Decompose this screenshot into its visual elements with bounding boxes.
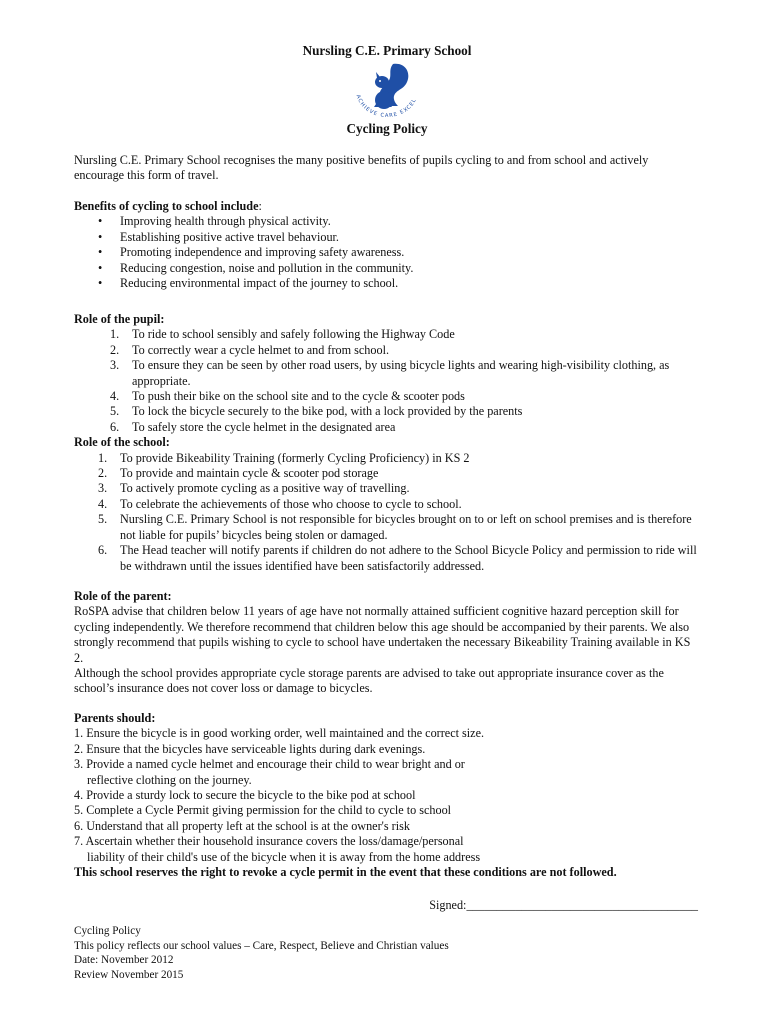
list-item: 1. Ensure the bicycle is in good working order, well maintained and the correct size. xyxy=(74,726,485,741)
school-heading: Role of the school: xyxy=(74,435,170,450)
list-item: 5. Complete a Cycle Permit giving permission for the child to cycle to school xyxy=(74,803,452,818)
bullet-icon: • xyxy=(98,245,103,260)
list-item: 1. To provide Bikeability Training (formerly Cycling Proficiency) in KS 2 xyxy=(98,450,470,465)
list-item: 4. To celebrate the achievements of those who choose to cycle to school. xyxy=(98,496,462,511)
list-item: 5. To lock the bicycle securely to the bike pod, with a lock provided by the parents xyxy=(110,404,523,419)
signature-blank: ______________________________________ xyxy=(466,898,698,912)
signature-label: Signed: xyxy=(429,898,467,912)
list-item: • Establishing positive active travel behaviour. xyxy=(98,229,339,244)
document-footer xyxy=(74,924,700,982)
footer-values: This policy reflects our school values – Care, Respect, Believe and Christian values xyxy=(74,939,449,952)
list-item: 2. To provide and maintain cycle & scooter pod storage xyxy=(98,466,379,481)
list-item: 4. To push their bike on the school site and to the cycle & scooter pods xyxy=(110,389,465,404)
list-item: • Reducing environmental impact of the journey to school. xyxy=(98,276,399,291)
benefits-section xyxy=(74,199,700,291)
parents-should-section xyxy=(74,711,700,880)
footer-date: Date: November 2012 xyxy=(74,954,174,967)
roles-section xyxy=(74,312,700,574)
list-item-continuation: liability of their child's use of the bicycle when it is away from the home address xyxy=(87,849,481,864)
footer-policy-name: Cycling Policy xyxy=(74,925,141,937)
list-item: 4. Provide a sturdy lock to secure the bicycle to the bike pod at school xyxy=(74,788,416,803)
parent-paragraph-2: Although the school provides appropriate cycle storage parents are advised to take out appropriate insurance cover as the school’s insurance does not cover loss or damage to bicycles. xyxy=(74,666,664,696)
list-item: 3. To ensure they can be seen by other road users, by using bicycle lights and wearing high-visibility clothing, as appropriate. xyxy=(110,358,670,388)
parent-heading: Role of the parent: xyxy=(74,589,172,603)
logo-motto-text: ACHIEVE CARE EXCEL xyxy=(354,94,419,120)
benefits-heading: Benefits of cycling to school include: xyxy=(74,199,262,213)
parent-paragraph-1: RoSPA advise that children below 11 years of age have not normally attained sufficient cognitive hazard perception skill for cycling independently. We therefore recommend that children below this age should be accompanied by their parents. We also strongly recommend that pupils wishing to cycle to school have undertaken the necessary Bikeability Training available in KS 2. xyxy=(74,604,691,665)
list-item: 3. Provide a named cycle helmet and encourage their child to wear bright and or xyxy=(74,757,465,772)
pupil-list xyxy=(74,327,700,435)
school-list xyxy=(74,451,700,574)
school-logo-squirrel-icon xyxy=(346,60,428,120)
list-item: • Reducing congestion, noise and pollution in the community. xyxy=(98,260,414,275)
list-item: 2. To correctly wear a cycle helmet to and from school. xyxy=(110,342,390,357)
list-item: • Promoting independence and improving safety awareness. xyxy=(98,245,405,260)
list-item: 2. Ensure that the bicycles have serviceable lights during dark evenings. xyxy=(74,741,426,756)
list-item: • Improving health through physical activity. xyxy=(98,214,331,229)
list-item: 5. Nursling C.E. Primary School is not responsible for bicycles brought on to or left on school premises and is therefore not liable for pupils’ bicycles being stolen or damaged. xyxy=(98,512,692,542)
bullet-icon: • xyxy=(98,260,103,275)
reserve-notice: This school reserves the right to revoke a cycle permit in the event that these conditions are not followed. xyxy=(74,865,617,880)
pupil-heading: Role of the pupil: xyxy=(74,312,165,326)
intro-paragraph: Nursling C.E. Primary School recognises the many positive benefits of pupils cycling to and from school and actively encourage this form of travel. xyxy=(74,153,649,183)
list-item: 1. To ride to school sensibly and safely following the Highway Code xyxy=(110,327,455,342)
list-item: 6. Understand that all property left at the school is at the owner's risk xyxy=(74,818,410,833)
list-item: 6. To safely store the cycle helmet in the designated area xyxy=(110,419,396,434)
list-item-continuation: reflective clothing on the journey. xyxy=(87,772,252,787)
policy-title: Cycling Policy xyxy=(346,121,428,136)
bullet-icon: • xyxy=(98,214,103,229)
benefits-list xyxy=(74,214,700,291)
parent-section xyxy=(74,589,700,697)
signature-line xyxy=(74,898,698,913)
footer-review: Review November 2015 xyxy=(74,968,184,981)
parents-should-heading: Parents should: xyxy=(74,711,156,725)
bullet-icon: • xyxy=(98,229,103,244)
school-name-title: Nursling C.E. Primary School xyxy=(302,43,472,58)
list-item: 6. The Head teacher will notify parents if children do not adhere to the School Bicycle Policy and permission to ride will be withdrawn until the issues identified have been satisfactorily addressed. xyxy=(98,543,697,573)
list-item: 3. To actively promote cycling as a positive way of travelling. xyxy=(98,481,410,496)
bullet-icon: • xyxy=(98,276,103,291)
list-item: 7. Ascertain whether their household insurance covers the loss/damage/personal xyxy=(74,834,464,849)
